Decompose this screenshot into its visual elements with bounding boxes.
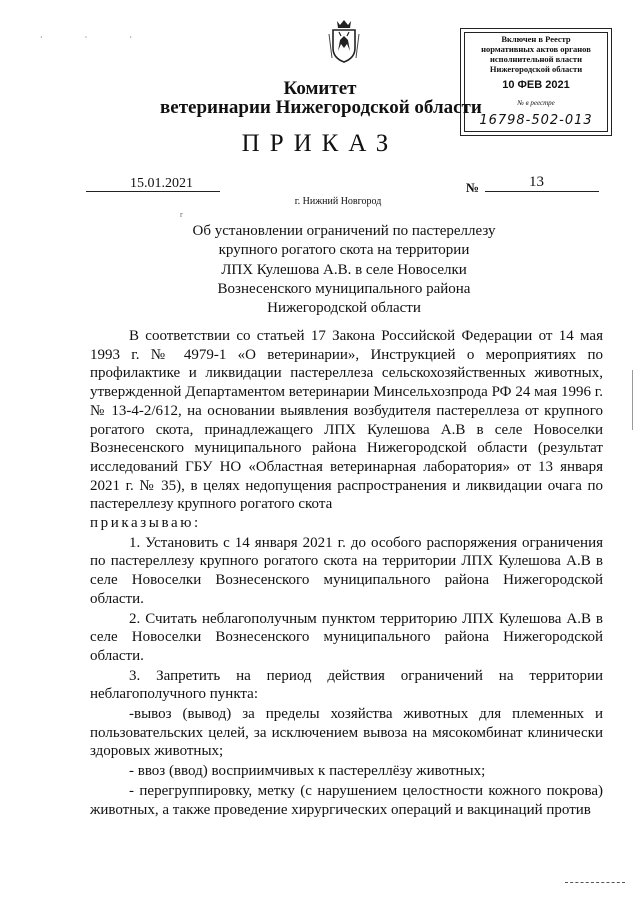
document-city: г. Нижний Новгород [294, 196, 382, 207]
margin-mark [632, 370, 634, 430]
org-name-line2: ветеринарии Нижегородской области [160, 97, 482, 118]
document-body [90, 327, 603, 819]
scan-marks: · · · [40, 33, 152, 42]
org-name-line1: Комитет [283, 78, 357, 99]
stamp-date: 10 ФЕВ 2021 [502, 79, 570, 91]
document-date: 15.01.2021 [130, 176, 193, 191]
stamp-line: исполнительной власти [490, 54, 582, 64]
order-subitem: - ввоз (ввод) восприимчивых к пастереллёзу животных; [129, 763, 486, 780]
stamp-reg-number: 16798-502-013 [479, 113, 593, 128]
subject-line: Об установлении ограничений по пастереллезу [192, 223, 496, 239]
order-subitem: - перегруппировку, метку (с нарушением целостности кожного покрова) животных, а также проведение хирургических операций и вакцинаций против [90, 782, 603, 818]
subject-line: Нижегородской области [267, 300, 421, 317]
document-subject [140, 222, 548, 318]
scan-mark [565, 882, 625, 884]
number-underline [485, 191, 599, 192]
coat-of-arms-emblem [327, 18, 361, 64]
order-subitem: -вывоз (вывод) за пределы хозяйства животных для племенных и пользовательских целей, за исключением вывоза на мясокомбинат клинически здоровых животных; [90, 706, 603, 760]
subject-line: Вознесенского муниципального района [217, 280, 471, 297]
scan-mark: r [180, 210, 183, 219]
order-word: приказываю: [90, 515, 201, 532]
date-underline [86, 191, 220, 192]
subject-line: ЛПХ Кулешова А.В. в селе Новоселки [221, 261, 467, 278]
document-type: ПРИКАЗ [241, 130, 399, 157]
subject-line: крупного рогатого скота на территории [218, 242, 470, 259]
order-item-1: 1. Установить с 14 января 2021 г. до особого распоряжения ограничения по пастереллезу крупного рогатого скота на территории ЛПХ Кулешова А.В в селе Новоселки Вознесенского муниципального района Нижегородской области. [90, 534, 603, 607]
stamp-reg-label: № в реестре [517, 99, 555, 107]
document-number: 13 [529, 174, 544, 190]
number-sign: № [466, 180, 480, 195]
stamp-line: нормативных актов органов [481, 44, 591, 54]
order-item-2: 2. Считать неблагополучным пунктом территорию ЛПХ Кулешова А.В в селе Новоселки Вознесенского муниципального района Нижегородской области. [90, 610, 603, 664]
stamp-line: Нижегородской области [489, 64, 583, 74]
order-item-3: 3. Запретить на период действия ограничений на территории неблагополучного пункта: [90, 667, 603, 703]
stamp-line: Включен в Реестр [501, 34, 571, 44]
preamble-paragraph: В соответствии со статьей 17 Закона Российской Федерации от 14 мая 1993 г. № 4979-1 «О ветеринарии», Инструкцией о мероприятиях по профилактике и ликвидации пастереллеза сельскохозяйственных животных, утвержденной Департаментом ветеринарии Минсельхозпрода РФ 24 мая 1996 г. № 13-4-2/612, на основании выявления возбудителя пастереллеза от крупного рогатого скота, принадлежащего ЛПХ Кулешова А.В в селе Новоселки Вознесенского муниципального района Нижегородской области (результат исследований ГБУ НО «Областная ветеринарная лаборатория» от 13 января 2021 г. № 35), в целях недопущения распространения и ликвидации очага по пастереллезу крупного рогатого скота [90, 328, 603, 513]
